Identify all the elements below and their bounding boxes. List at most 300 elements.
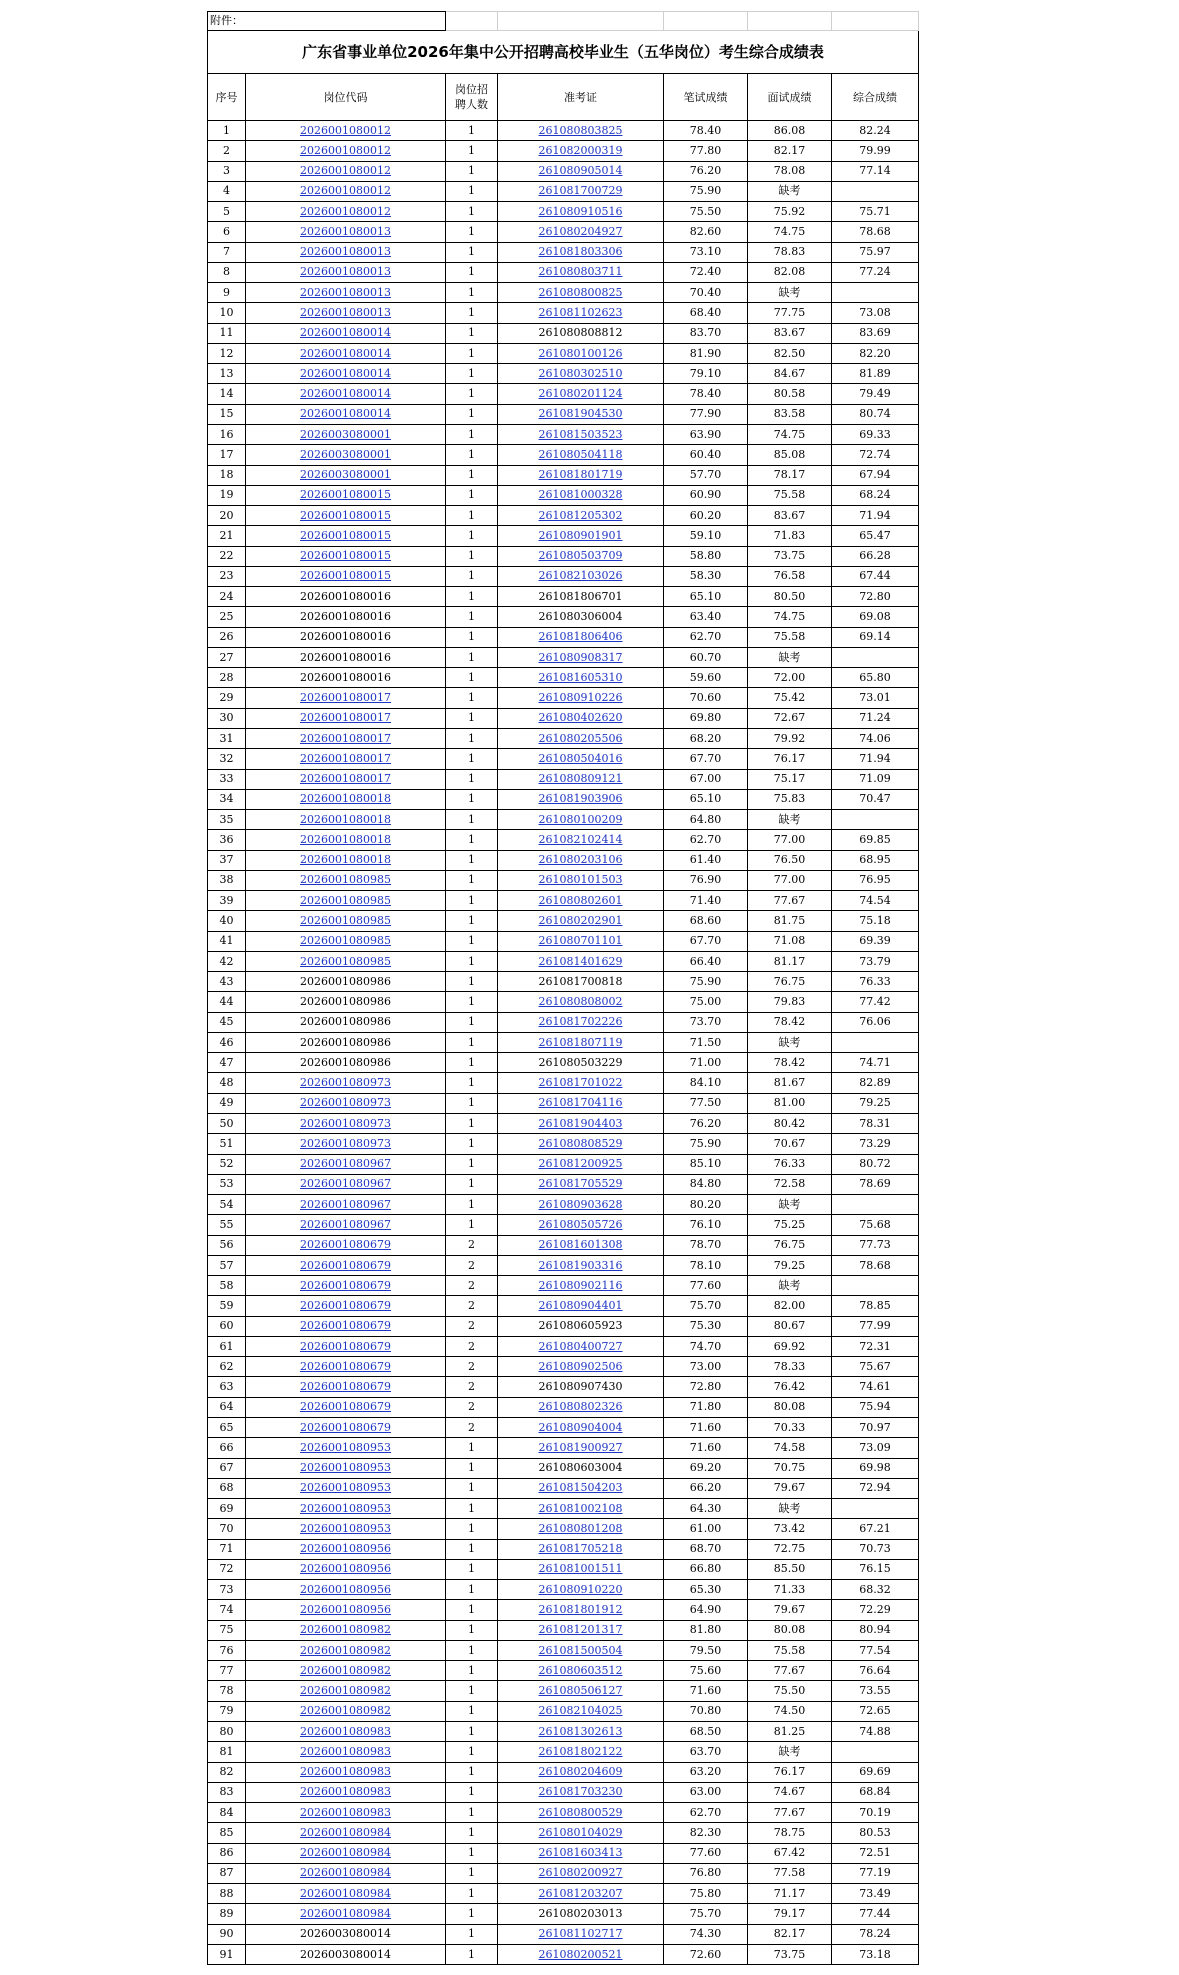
total-score-cell: 74.88 [832, 1721, 919, 1741]
total-score-cell: 82.24 [832, 121, 919, 141]
ticket-number-link[interactable]: 261081603413 [538, 1846, 623, 1860]
table-row [208, 566, 919, 586]
ticket-number-link[interactable]: 261081002108 [538, 1501, 623, 1515]
post-code-link[interactable]: 2026001080983 [300, 1785, 391, 1799]
recruit-count-cell: 1 [446, 424, 498, 444]
row-index-cell: 28 [208, 668, 246, 688]
ticket-number-link[interactable]: 261082103026 [538, 569, 623, 583]
table-row [208, 1174, 919, 1194]
interview-score-cell: 71.17 [748, 1884, 832, 1904]
total-score-cell: 76.95 [832, 870, 919, 890]
ticket-number-link[interactable]: 261081802122 [538, 1744, 623, 1758]
written-score-cell: 76.20 [664, 1114, 748, 1134]
post-code-link[interactable]: 2026001080012 [300, 143, 391, 157]
ticket-number-link[interactable]: 261081605310 [538, 670, 623, 684]
interview-score-cell: 80.67 [748, 1316, 832, 1336]
recruit-count-cell: 1 [446, 1114, 498, 1134]
post-code-link[interactable]: 2026001080973 [300, 1136, 391, 1150]
recruit-count-cell: 1 [446, 911, 498, 931]
ticket-number-link[interactable]: 261080503709 [538, 549, 623, 563]
post-code-link[interactable]: 2026001080967 [300, 1177, 391, 1191]
post-code-link[interactable]: 2026001080017 [300, 691, 391, 705]
interview-score-cell: 75.58 [748, 627, 832, 647]
table-row [208, 972, 919, 992]
interview-score-cell: 83.67 [748, 506, 832, 526]
post-code-link[interactable]: 2026001080984 [300, 1825, 391, 1839]
ticket-number-link[interactable]: 261080800529 [538, 1805, 623, 1819]
post-code-link[interactable]: 2026001080985 [300, 913, 391, 927]
post-code-link[interactable]: 2026001080014 [300, 366, 391, 380]
ticket-number-link[interactable]: 261082102414 [538, 832, 623, 846]
ticket-number-cell [498, 1944, 664, 1964]
ticket-number-link[interactable]: 261080202901 [538, 913, 623, 927]
written-score-cell: 77.50 [664, 1093, 748, 1113]
recruit-count-cell: 1 [446, 1721, 498, 1741]
ticket-number-link[interactable]: 261081205302 [538, 508, 623, 522]
ticket-number-link[interactable]: 261081904403 [538, 1116, 623, 1130]
post-code-link[interactable]: 2026001080956 [300, 1562, 391, 1576]
written-score-cell: 60.20 [664, 506, 748, 526]
ticket-number-link[interactable]: 261081904530 [538, 407, 623, 421]
table-row [208, 1701, 919, 1721]
row-index-cell: 21 [208, 526, 246, 546]
post-code-link[interactable]: 2026001080017 [300, 772, 391, 786]
post-code-link[interactable]: 2026001080679 [300, 1380, 391, 1394]
ticket-number-link[interactable]: 261081401629 [538, 954, 623, 968]
post-code-link[interactable]: 2026001080015 [300, 488, 391, 502]
post-code-cell [246, 485, 446, 505]
interview-score-cell: 80.42 [748, 1114, 832, 1134]
table-row [208, 465, 919, 485]
ticket-number-link[interactable]: 261081000328 [538, 488, 623, 502]
ticket-number-link[interactable]: 261080902506 [538, 1359, 623, 1373]
ticket-number-link[interactable]: 261080802601 [538, 893, 623, 907]
ticket-number-link[interactable]: 261080808002 [538, 995, 623, 1009]
row-index-cell: 56 [208, 1235, 246, 1255]
ticket-number-link[interactable]: 261081302613 [538, 1724, 623, 1738]
header-index: 序号 [208, 74, 246, 121]
post-code-link[interactable]: 2026001080983 [300, 1805, 391, 1819]
score-table [207, 11, 919, 1965]
ticket-number-link[interactable]: 261081102717 [538, 1927, 623, 1941]
total-score-cell: 77.99 [832, 1316, 919, 1336]
recruit-count-cell: 1 [446, 587, 498, 607]
post-code-link[interactable]: 2026001080982 [300, 1704, 391, 1718]
ticket-number-link[interactable]: 261081704116 [538, 1096, 623, 1110]
table-row [208, 1357, 919, 1377]
post-code-link[interactable]: 2026001080982 [300, 1623, 391, 1637]
ticket-number-link[interactable]: 261081903906 [538, 792, 623, 806]
total-score-cell: 78.31 [832, 1114, 919, 1134]
ticket-number-cell [498, 343, 664, 363]
recruit-count-cell: 1 [446, 850, 498, 870]
total-score-cell: 70.19 [832, 1803, 919, 1823]
post-code-link[interactable]: 2026001080985 [300, 893, 391, 907]
ticket-number-link[interactable]: 261080504118 [538, 447, 623, 461]
table-row [208, 1336, 919, 1356]
interview-score-cell: 81.75 [748, 911, 832, 931]
post-code-link[interactable]: 2026001080679 [300, 1278, 391, 1292]
post-code-link[interactable]: 2026001080953 [300, 1461, 391, 1475]
interview-score-cell: 86.08 [748, 121, 832, 141]
post-code-link[interactable]: 2026001080018 [300, 792, 391, 806]
row-index-cell: 63 [208, 1377, 246, 1397]
recruit-count-cell: 1 [446, 202, 498, 222]
recruit-count-cell: 1 [446, 262, 498, 282]
post-code-link[interactable]: 2026001080679 [300, 1339, 391, 1353]
written-score-cell: 81.80 [664, 1620, 748, 1640]
table-row [208, 1195, 919, 1215]
recruit-count-cell: 1 [446, 1174, 498, 1194]
interview-score-cell: 73.75 [748, 1944, 832, 1964]
ticket-number-cell [498, 708, 664, 728]
interview-score-cell: 72.67 [748, 708, 832, 728]
total-score-cell: 71.94 [832, 506, 919, 526]
recruit-count-cell: 1 [446, 323, 498, 343]
ticket-number-link[interactable]: 261081705218 [538, 1542, 623, 1556]
post-code-link[interactable]: 2026001080012 [300, 184, 391, 198]
written-score-cell: 75.90 [664, 972, 748, 992]
table-row [208, 1397, 919, 1417]
ticket-number-link[interactable]: 261081803306 [538, 245, 623, 259]
total-score-cell [832, 1195, 919, 1215]
post-code-link[interactable]: 2026001080973 [300, 1096, 391, 1110]
ticket-number-link[interactable]: 261081806406 [538, 630, 623, 644]
ticket-number-cell [498, 1580, 664, 1600]
post-code-link[interactable]: 2026001080983 [300, 1765, 391, 1779]
post-code-link[interactable]: 2026001080984 [300, 1866, 391, 1880]
interview-score-cell: 81.67 [748, 1073, 832, 1093]
total-score-cell: 73.01 [832, 688, 919, 708]
post-code-link[interactable]: 2026001080679 [300, 1400, 391, 1414]
row-index-cell: 75 [208, 1620, 246, 1640]
ticket-number-link[interactable]: 261080910220 [538, 1582, 623, 1596]
ticket-number-link[interactable]: 261080100209 [538, 812, 623, 826]
post-code-link[interactable]: 2026001080013 [300, 265, 391, 279]
ticket-number-cell [498, 1701, 664, 1721]
ticket-number-cell [498, 506, 664, 526]
recruit-count-cell: 1 [446, 1438, 498, 1458]
post-code-link[interactable]: 2026001080012 [300, 164, 391, 178]
written-score-cell: 65.30 [664, 1580, 748, 1600]
ticket-number-link[interactable]: 261080910226 [538, 691, 623, 705]
post-code-link[interactable]: 2026001080983 [300, 1724, 391, 1738]
table-row [208, 870, 919, 890]
post-code-cell [246, 323, 446, 343]
post-code-link[interactable]: 2026001080014 [300, 387, 391, 401]
table-row [208, 951, 919, 971]
post-code-link[interactable]: 2026001080984 [300, 1886, 391, 1900]
post-code-link[interactable]: 2026001080953 [300, 1501, 391, 1515]
table-row [208, 891, 919, 911]
post-code-link[interactable]: 2026001080679 [300, 1359, 391, 1373]
ticket-number-link[interactable]: 261080505726 [538, 1217, 623, 1231]
recruit-count-cell: 1 [446, 1803, 498, 1823]
total-score-cell: 75.18 [832, 911, 919, 931]
total-score-cell: 77.42 [832, 992, 919, 1012]
total-score-cell: 72.94 [832, 1478, 919, 1498]
ticket-number-link[interactable]: 261081200925 [538, 1157, 623, 1171]
table-row [208, 343, 919, 363]
ticket-number-link[interactable]: 261080201124 [538, 387, 623, 401]
ticket-number-link[interactable]: 261081203207 [538, 1886, 623, 1900]
ticket-number-link[interactable]: 261080803711 [538, 265, 623, 279]
table-row [208, 627, 919, 647]
total-score-cell: 73.55 [832, 1681, 919, 1701]
post-code-link[interactable]: 2026001080956 [300, 1603, 391, 1617]
post-code-link[interactable]: 2026001080012 [300, 123, 391, 137]
total-score-cell: 68.95 [832, 850, 919, 870]
total-score-cell: 69.08 [832, 607, 919, 627]
ticket-number-link[interactable]: 261081703230 [538, 1785, 623, 1799]
post-code-link[interactable]: 2026001080953 [300, 1440, 391, 1454]
recruit-count-cell: 1 [446, 1884, 498, 1904]
ticket-number-link[interactable]: 261080205506 [538, 731, 623, 745]
post-code-link[interactable]: 2026001080967 [300, 1157, 391, 1171]
ticket-number-link[interactable]: 261080809121 [538, 772, 623, 786]
ticket-number-link[interactable]: 261080910516 [538, 204, 623, 218]
post-code-link[interactable]: 2026001080982 [300, 1643, 391, 1657]
post-code-link[interactable]: 2026001080679 [300, 1420, 391, 1434]
written-score-cell: 65.10 [664, 587, 748, 607]
total-score-cell: 74.06 [832, 728, 919, 748]
ticket-number-link[interactable]: 261081102623 [538, 306, 623, 320]
post-code-link[interactable]: 2026001080679 [300, 1319, 391, 1333]
post-code-cell [246, 749, 446, 769]
post-code-link[interactable]: 2026001080018 [300, 812, 391, 826]
ticket-number-link[interactable]: 261080802326 [538, 1400, 623, 1414]
ticket-number-link[interactable]: 261080901901 [538, 528, 623, 542]
ticket-number-link[interactable]: 261080302510 [538, 366, 623, 380]
written-score-cell: 66.80 [664, 1559, 748, 1579]
post-code-link[interactable]: 2026001080015 [300, 569, 391, 583]
post-code-cell [246, 1357, 446, 1377]
post-code-link[interactable]: 2026003080001 [300, 427, 391, 441]
ticket-number-link[interactable]: 261080203106 [538, 853, 623, 867]
ticket-number-link[interactable]: 261080701101 [538, 934, 623, 948]
written-score-cell: 75.80 [664, 1884, 748, 1904]
ticket-number-link[interactable]: 261081503523 [538, 427, 623, 441]
written-score-cell: 59.10 [664, 526, 748, 546]
post-code-link[interactable]: 2026001080014 [300, 346, 391, 360]
total-score-cell: 73.49 [832, 1884, 919, 1904]
post-code-link[interactable]: 2026001080013 [300, 224, 391, 238]
ticket-number-link[interactable]: 261080603512 [538, 1663, 623, 1677]
interview-score-cell: 缺考 [748, 283, 832, 303]
total-score-cell [832, 647, 919, 667]
ticket-number-cell [498, 1438, 664, 1458]
row-index-cell: 82 [208, 1762, 246, 1782]
ticket-number-link[interactable]: 261080903628 [538, 1197, 623, 1211]
ticket-number-link[interactable]: 261082104025 [538, 1704, 623, 1718]
ticket-number-link[interactable]: 261080104029 [538, 1825, 623, 1839]
ticket-number-cell [498, 810, 664, 830]
ticket-number-link[interactable]: 261080801208 [538, 1521, 623, 1535]
header-row [208, 74, 919, 121]
ticket-number-link[interactable]: 261081201317 [538, 1623, 623, 1637]
ticket-number-link[interactable]: 261081702226 [538, 1015, 623, 1029]
post-code-link[interactable]: 2026001080967 [300, 1197, 391, 1211]
total-score-cell: 73.18 [832, 1944, 919, 1964]
ticket-number-link[interactable]: 261080908317 [538, 650, 623, 664]
interview-score-cell: 85.08 [748, 445, 832, 465]
post-code-cell [246, 1803, 446, 1823]
row-index-cell: 61 [208, 1336, 246, 1356]
post-code-link[interactable]: 2026001080982 [300, 1684, 391, 1698]
post-code-link[interactable]: 2026001080679 [300, 1258, 391, 1272]
total-score-cell: 66.28 [832, 546, 919, 566]
post-code-link[interactable]: 2026001080985 [300, 954, 391, 968]
interview-score-cell: 缺考 [748, 1276, 832, 1296]
ticket-number-link[interactable]: 261080402620 [538, 711, 623, 725]
post-code-link[interactable]: 2026001080018 [300, 853, 391, 867]
table-row [208, 1924, 919, 1944]
post-code-cell [246, 1499, 446, 1519]
header-recruit-count: 岗位招聘人数 [446, 74, 498, 121]
table-row [208, 1458, 919, 1478]
total-score-cell: 67.44 [832, 566, 919, 586]
recruit-count-cell: 1 [446, 1904, 498, 1924]
ticket-number-link[interactable]: 261081903316 [538, 1258, 623, 1272]
ticket-number-link[interactable]: 261081001511 [538, 1562, 623, 1576]
row-index-cell: 40 [208, 911, 246, 931]
post-code-link[interactable]: 2026001080015 [300, 508, 391, 522]
post-code-cell [246, 708, 446, 728]
ticket-number-link[interactable]: 261082000319 [538, 143, 623, 157]
ticket-number-link[interactable]: 261080204927 [538, 224, 623, 238]
written-score-cell: 74.70 [664, 1336, 748, 1356]
post-code-link[interactable]: 2026001080012 [300, 204, 391, 218]
post-code-link[interactable]: 2026001080014 [300, 407, 391, 421]
ticket-number-cell [498, 1661, 664, 1681]
row-index-cell: 66 [208, 1438, 246, 1458]
post-code-link[interactable]: 2026001080984 [300, 1846, 391, 1860]
ticket-number-link[interactable]: 261080803825 [538, 123, 623, 137]
ticket-number-link[interactable]: 261080905014 [538, 164, 623, 178]
ticket-number-link[interactable]: 261080200927 [538, 1866, 623, 1880]
table-row [208, 1600, 919, 1620]
written-score-cell: 81.90 [664, 343, 748, 363]
post-code-link[interactable]: 2026001080956 [300, 1582, 391, 1596]
ticket-number-link[interactable]: 261080904004 [538, 1420, 623, 1434]
post-code-link[interactable]: 2026001080956 [300, 1542, 391, 1556]
written-score-cell: 67.70 [664, 931, 748, 951]
ticket-number-link[interactable]: 261080200521 [538, 1947, 623, 1961]
post-code-link[interactable]: 2026001080679 [300, 1238, 391, 1252]
ticket-number-link[interactable]: 261081801912 [538, 1603, 623, 1617]
total-score-cell: 70.97 [832, 1418, 919, 1438]
post-code-cell: 2026001080986 [246, 1053, 446, 1073]
ticket-number-cell [498, 1336, 664, 1356]
ticket-number-link[interactable]: 261080902116 [538, 1278, 623, 1292]
post-code-link[interactable]: 2026001080985 [300, 873, 391, 887]
post-code-link[interactable]: 2026003080001 [300, 447, 391, 461]
post-code-link[interactable]: 2026001080985 [300, 934, 391, 948]
post-code-link[interactable]: 2026001080679 [300, 1299, 391, 1313]
interview-score-cell: 80.08 [748, 1620, 832, 1640]
ticket-number-link[interactable]: 261080100126 [538, 346, 623, 360]
ticket-number-link[interactable]: 261081801719 [538, 468, 623, 482]
written-score-cell: 68.20 [664, 728, 748, 748]
total-score-cell: 76.06 [832, 1012, 919, 1032]
post-code-link[interactable]: 2026001080017 [300, 711, 391, 725]
ticket-number-link[interactable]: 261081900927 [538, 1440, 623, 1454]
table-row [208, 1803, 919, 1823]
written-score-cell: 71.60 [664, 1681, 748, 1701]
ticket-number-link[interactable]: 261081701022 [538, 1076, 623, 1090]
post-code-link[interactable]: 2026001080017 [300, 751, 391, 765]
recruit-count-cell: 1 [446, 688, 498, 708]
ticket-number-link[interactable]: 261081705529 [538, 1177, 623, 1191]
interview-score-cell: 80.08 [748, 1397, 832, 1417]
header-post-code: 岗位代码 [246, 74, 446, 121]
ticket-number-link[interactable]: 261081504203 [538, 1481, 623, 1495]
total-score-cell: 77.19 [832, 1863, 919, 1883]
interview-score-cell: 83.58 [748, 404, 832, 424]
ticket-number-link[interactable]: 261081500504 [538, 1643, 623, 1657]
ticket-number-link[interactable]: 261081807119 [538, 1035, 623, 1049]
total-score-cell [832, 1276, 919, 1296]
ticket-number-link[interactable]: 261080904401 [538, 1299, 623, 1313]
interview-score-cell: 82.08 [748, 262, 832, 282]
post-code-link[interactable]: 2026001080015 [300, 549, 391, 563]
post-code-link[interactable]: 2026001080015 [300, 528, 391, 542]
ticket-number-link[interactable]: 261080506127 [538, 1684, 623, 1698]
post-code-link[interactable]: 2026003080001 [300, 468, 391, 482]
ticket-number-link[interactable]: 261080808529 [538, 1136, 623, 1150]
row-index-cell: 64 [208, 1397, 246, 1417]
ticket-number-link[interactable]: 261080101503 [538, 873, 623, 887]
post-code-link[interactable]: 2026001080973 [300, 1116, 391, 1130]
post-code-link[interactable]: 2026001080013 [300, 245, 391, 259]
recruit-count-cell: 1 [446, 404, 498, 424]
ticket-number-link[interactable]: 261080204609 [538, 1765, 623, 1779]
row-index-cell: 18 [208, 465, 246, 485]
post-code-link[interactable]: 2026001080953 [300, 1521, 391, 1535]
row-index-cell: 48 [208, 1073, 246, 1093]
post-code-link[interactable]: 2026001080017 [300, 731, 391, 745]
post-code-link[interactable]: 2026001080982 [300, 1663, 391, 1677]
post-code-link[interactable]: 2026001080018 [300, 832, 391, 846]
table-row [208, 424, 919, 444]
recruit-count-cell: 2 [446, 1357, 498, 1377]
ticket-number-link[interactable]: 261081700729 [538, 184, 623, 198]
ticket-number-link[interactable]: 261080800825 [538, 285, 623, 299]
table-row [208, 323, 919, 343]
written-score-cell: 75.90 [664, 181, 748, 201]
post-code-link[interactable]: 2026001080013 [300, 306, 391, 320]
table-row [208, 1661, 919, 1681]
ticket-number-cell [498, 445, 664, 465]
recruit-count-cell: 1 [446, 181, 498, 201]
total-score-cell: 68.24 [832, 485, 919, 505]
ticket-number-link[interactable]: 261080504016 [538, 751, 623, 765]
post-code-link[interactable]: 2026001080973 [300, 1076, 391, 1090]
post-code-link[interactable]: 2026001080953 [300, 1481, 391, 1495]
post-code-link[interactable]: 2026001080013 [300, 285, 391, 299]
post-code-link[interactable]: 2026001080967 [300, 1217, 391, 1231]
ticket-number-link[interactable]: 261080400727 [538, 1339, 623, 1353]
ticket-number-link[interactable]: 261081601308 [538, 1238, 623, 1252]
post-code-cell: 2026001080986 [246, 992, 446, 1012]
ticket-number-cell [498, 1418, 664, 1438]
row-index-cell: 51 [208, 1134, 246, 1154]
post-code-link[interactable]: 2026001080014 [300, 326, 391, 340]
written-score-cell: 78.10 [664, 1255, 748, 1275]
post-code-link[interactable]: 2026001080983 [300, 1744, 391, 1758]
ticket-number-cell [498, 262, 664, 282]
post-code-link[interactable]: 2026001080984 [300, 1907, 391, 1920]
